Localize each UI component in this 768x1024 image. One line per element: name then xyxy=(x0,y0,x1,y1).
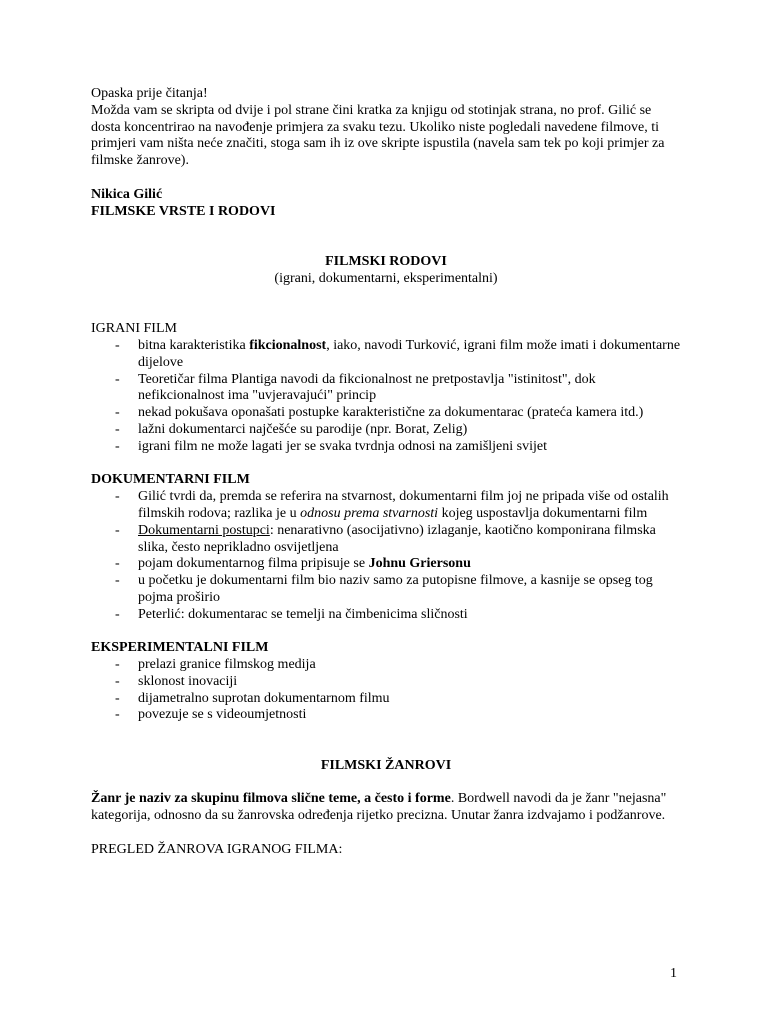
heading-dokumentarni-film: DOKUMENTARNI FILM xyxy=(91,472,250,488)
heading-eksperimentalni-film: EKSPERIMENTALNI FILM xyxy=(91,640,269,656)
section-heading-zanrovi: FILMSKI ŽANROVI xyxy=(320,757,452,773)
section-subheading-rodovi: (igrani, dokumentarni, eksperimentalni) xyxy=(274,270,498,286)
list-item: - dijametralno suprotan dokumentarnom filmu xyxy=(91,691,681,708)
list-item: - lažni dokumentarci najčešće su parodije (npr. Borat, Zelig) xyxy=(91,422,681,439)
list-item: - sklonost inovaciji xyxy=(91,674,681,691)
list-item: - Gilić tvrdi da, premda se referira na stvarnost, dokumentarni film joj ne pripada više od ostalih filmskih rodova; razlika je u odnosu prema stvarnosti kojeg uspostavlja dokumentarni film xyxy=(91,489,681,523)
list-item: - Dokumentarni postupci: nenarativno (asocijativno) izlaganje, kaotično komponirana filmska slika, često neprikladno osvijetljena xyxy=(91,523,681,557)
book-title: FILMSKE VRSTE I RODOVI xyxy=(91,203,276,219)
pregled-zanrova-heading: PREGLED ŽANROVA IGRANOG FILMA: xyxy=(91,841,343,857)
list-item: - bitna karakteristika fikcionalnost, iako, navodi Turković, igrani film može imati i dokumentarne dijelove xyxy=(91,338,681,372)
list-item: - u početku je dokumentarni film bio naziv samo za putopisne filmove, a kasnije se opseg tog pojma proširio xyxy=(91,573,681,607)
page-number: 1 xyxy=(670,966,677,981)
zanr-definition-paragraph: Žanr je naziv za skupinu filmova slične teme, a često i forme. Bordwell navodi da je žanr "nejasna" kategorija, odnosno da su žanrovska određenja rijetko precizna. Unutar žanra izdvajamo i podžanrove. xyxy=(91,791,667,824)
list-item: - Teoretičar filma Plantiga navodi da fikcionalnost ne pretpostavlja "istinitost", dok nefikcionalnost ima "uvjeravajući" princip xyxy=(91,372,681,406)
note-title: Opaska prije čitanja! xyxy=(91,86,208,101)
list-item: - prelazi granice filmskog medija xyxy=(91,657,681,674)
list-item: - pojam dokumentarnog filma pripisuje se Johnu Griersonu xyxy=(91,556,681,573)
document-page xyxy=(91,86,681,859)
section-heading-rodovi: FILMSKI RODOVI xyxy=(325,253,447,269)
igrani-list xyxy=(91,338,681,456)
list-item: - povezuje se s videoumjetnosti xyxy=(91,707,681,724)
dokumentarni-list xyxy=(91,489,681,623)
note-body: Možda vam se skripta od dvije i pol strane čini kratka za knjigu od stotinjak strana, no prof. Gilić se dosta koncentrirao na navođenje primjera za svaku tezu. Ukoliko niste pogledali navedene filmove, ti primjeri vam ništa neće značiti, stoga sam ih iz ove skripte ispustila (navela sam tek po koji primjer za filmske žanrove). xyxy=(91,102,665,169)
author-name: Nikica Gilić xyxy=(91,186,163,202)
eksperimentalni-list xyxy=(91,657,681,724)
list-item: - igrani film ne može lagati jer se svaka tvrdnja odnosi na zamišljeni svijet xyxy=(91,439,681,456)
list-item: - nekad pokušava oponašati postupke karakteristične za dokumentarac (prateća kamera itd.) xyxy=(91,405,681,422)
list-item: - Peterlić: dokumentarac se temelji na čimbenicima sličnosti xyxy=(91,607,681,624)
heading-igrani-film: IGRANI FILM xyxy=(91,321,177,337)
